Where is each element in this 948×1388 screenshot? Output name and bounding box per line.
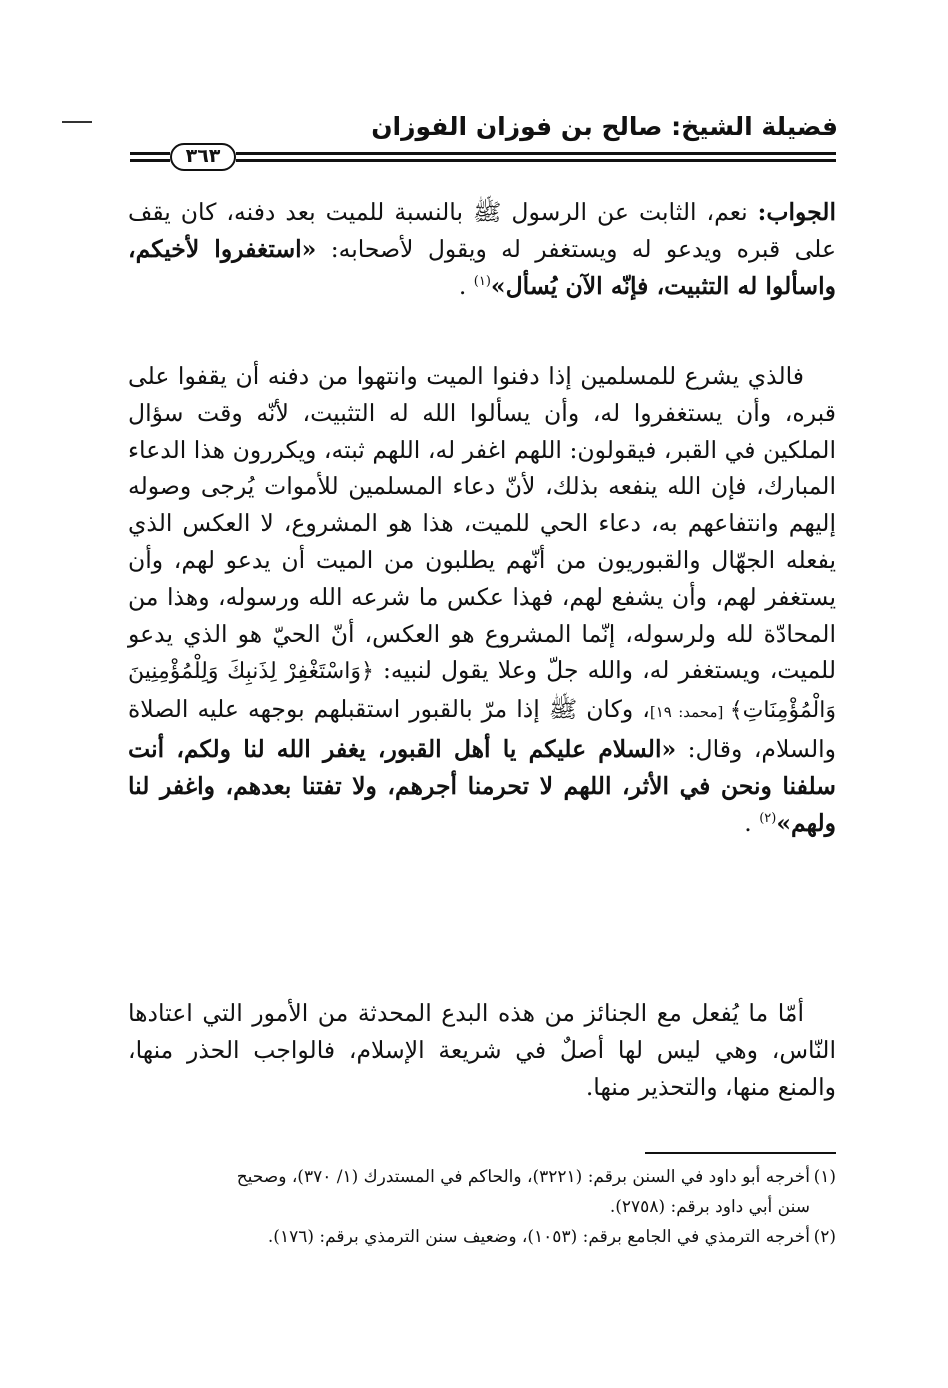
answer-text: نعم، الثابت عن الرسول ﷺ بالنسبة للميت بعد دفنه، كان يقف على قبره ويدعو له ويستغفر له ويقول لأصحابه: (128, 198, 836, 263)
footnote-number: (٢) (813, 1227, 836, 1247)
footnote (128, 1222, 836, 1252)
footnote (128, 1162, 836, 1222)
paragraph-answer (128, 194, 836, 304)
footnote-number: (١) (813, 1167, 836, 1187)
verse-reference: [محمد: ١٩] (649, 703, 730, 722)
header-rule-right (236, 150, 836, 164)
footnote-continuation: سنن أبي داود برقم: (٢٧٥٨). (609, 1197, 810, 1217)
footnote-text: أخرجه أبو داود في السنن برقم: (٣٢٢١)، والحاكم في المستدرك (١/ ٣٧٠)، وصحيح (236, 1167, 810, 1187)
paragraph-innovations: أمّا ما يُفعل مع الجنائز من هذه البدع المحدثة من الأمور التي اعتادها النّاس، وهي ليس لها أصلٌ في شريعة الإسلام، فالواجب الحذر منها، والمنع منها، والتحذير منها. (128, 999, 836, 1101)
greeting-quote: «السلام عليكم يا أهل القبور، يغفر الله لنا ولكم، أنت سلفنا ونحن في الأثر، اللهم لا تحرمنا أجرهم، ولا تفتنا بعدهم، واغفر لنا ولهم» (128, 734, 836, 837)
explanation-text-2: ، وكان ﷺ إذا مرّ بالقبور استقبلهم بوجهه عليه الصلاة والسلام، وقال: (128, 695, 836, 763)
answer-label: الجواب: (757, 198, 836, 226)
footnote-separator (645, 1152, 836, 1154)
footnote-ref-1[interactable]: (١) (473, 273, 491, 289)
paragraph-end: . (458, 271, 474, 300)
margin-mark (62, 121, 92, 123)
quran-verse: ﴿وَاسْتَغْفِرْ لِذَنبِكَ وَلِلْمُؤْمِنِينَ وَالْمُؤْمِنَاتِ﴾ (128, 659, 836, 724)
footnotes (128, 1162, 836, 1252)
footnote-ref-2[interactable]: (٢) (759, 810, 777, 826)
footnote-text: أخرجه الترمذي في الجامع برقم: (١٠٥٣)، وضعيف سنن الترمذي برقم: (١٧٦). (267, 1227, 810, 1247)
header-rule-left (130, 150, 170, 164)
page-number: ٣٦٣ (170, 143, 236, 171)
paragraph-explanation (128, 358, 836, 841)
hadith-quote: «استغفروا لأخيكم، واسألوا له التثبيت، فإنّه الآن يُسأل» (128, 234, 836, 300)
running-head: فضيلة الشيخ: صالح بن فوزان الفوزان (371, 112, 838, 141)
paragraph-end: . (744, 808, 760, 837)
explanation-text: فالذي يشرع للمسلمين إذا دفنوا الميت وانتهوا من دفنه أن يقفوا على قبره، وأن يستغفروا له، وأن يسألوا الله له التثبيت، لأنّه وقت سؤال الملكين في القبر، فيقولون: اللهم اغفر له، اللهم ثبته، ويكررون هذا الدعاء المبارك، فإن الله ينفعه بذلك، لأنّ دعاء المسلمين للأموات يُرجى وصوله إليهم وانتفاعهم به، دعاء الحي للميت، هذا هو المشروع، لا العكس الذي يفعله الجهّال والقبوريون من أنّهم يطلبون من الميت أن يدعو لهم، وأن يستغفر لهم، وأن يشفع لهم، فهذا عكس ما شرعه الله ورسوله، وهذا من المحادّة لله ولرسوله، إنّما المشروع هو العكس، أنّ الحيّ هو الذي يدعو للميت، ويستغفر له، والله جلّ وعلا يقول لنبيه: (128, 362, 837, 685)
